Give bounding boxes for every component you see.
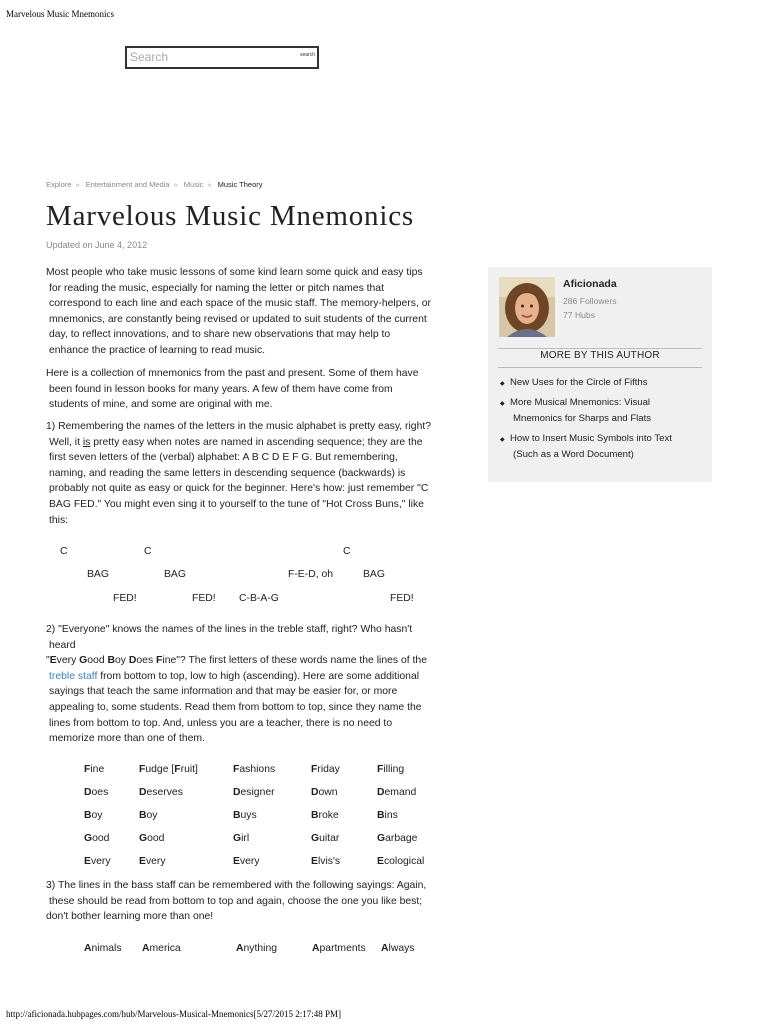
intro-paragraph: Most people who take music lessons of some kind learn some quick and easy tips for reading the music, especially for naming the letter or pitch names that correspond to each line and each space of the music staff. The memory-helpers, or mnemonics, are constantly being revised or updated to suit students of the current day, to reflect innovations, and to share new observations that may help to enhance the practice of learning to read music. xyxy=(46,267,431,356)
more-link-visual-mnemonics[interactable]: More Musical Mnemonics: Visual Mnemonics for Sharps and Flats xyxy=(510,397,652,424)
tune-c-2: C xyxy=(144,546,152,557)
breadcrumb-music-theory[interactable]: Music Theory xyxy=(217,180,263,189)
table-row: Every Every Every Elvis's Ecological xyxy=(84,856,425,867)
item-3-paragraph: 3) The lines in the bass staff can be remembered with the following sayings: Again, these should be read from bottom to top and again, choose the one you like best; don't bother learning more than one! xyxy=(46,880,427,923)
more-by-author-heading: MORE BY THIS AUTHOR xyxy=(540,350,660,361)
item-2-paragraph: 2) "Everyone" knows the names of the lines in the treble staff, right? Who hasn't heard "Every Good Boy Does Fine"? The first letters of these words name the lines of the treble staff from bottom to top, low to high (ascending). Here are some additional sayings that teach the same information and that may be easier for, or more appealing to, some students. Read them from bottom to top, since they name the lines from bottom to top. And, unless you are a teacher, there is no need to memorize more than one of them. xyxy=(46,622,441,747)
breadcrumb-entertainment[interactable]: Entertainment and Media xyxy=(85,180,170,189)
tune-c-1: C xyxy=(60,546,68,557)
table-row: Does Deserves Designer Down Demand xyxy=(84,787,417,798)
breadcrumb-explore[interactable]: Explore xyxy=(46,180,72,189)
search-input[interactable] xyxy=(130,49,290,65)
search-button[interactable]: search xyxy=(299,52,315,58)
table-row: Boy Boy Buys Broke Bins xyxy=(84,810,398,821)
author-name[interactable]: Aficionada xyxy=(563,278,617,290)
collection-paragraph: Here is a collection of mnemonics from the past and present. Some of them have been found in lesson books for many years. A few of them have come from students of mine, and some are original with me. xyxy=(46,368,419,411)
updated-date: Updated on June 4, 2012 xyxy=(46,240,148,250)
item-1-paragraph: 1) Remembering the names of the letters in the music alphabet is pretty easy, right? Well, it is pretty easy when notes are named in ascending sequence; they are the first seven letters of the (verbal) alphabet: A B C D E F G. But remembering, naming, and reading the same letters in descending sequence (backwards) is probably not quite as easy or quick for the beginner. Here's how: just remember "C BAG FED." You might even sing it to yourself to the tune of "Hot Cross Buns," like this: xyxy=(46,421,432,526)
more-link-circle-of-fifths[interactable]: New Uses for the Circle of Fifths xyxy=(510,377,648,388)
treble-mnemonics-table xyxy=(84,758,437,873)
bullet-icon: ◆ xyxy=(500,381,505,387)
bass-mnemonics-table xyxy=(84,937,441,960)
egbdf-sentence: "Every Good Boy Does Fine"? The first letters of these words name the lines of the xyxy=(46,655,427,667)
emphasis-is: is xyxy=(82,436,91,448)
tune-bag-1: BAG xyxy=(87,569,109,580)
tune-cbag: C-B-A-G xyxy=(239,593,279,604)
tune-fed-oh: F-E-D, oh xyxy=(288,569,334,580)
divider xyxy=(498,348,702,349)
tune-bag-3: BAG xyxy=(363,569,385,580)
tune-fed-2: FED! xyxy=(192,593,216,604)
print-footer-url: http://aficionada.hubpages.com/hub/Marvelous-Musical-Mnemonics[5/27/2015 2:17:48 PM] xyxy=(6,1009,341,1019)
table-row: Animals America Anything Apartments Always xyxy=(84,943,415,954)
print-header-title: Marvelous Music Mnemonics xyxy=(6,9,114,19)
tune-bag-2: BAG xyxy=(164,569,186,580)
bullet-icon: ◆ xyxy=(500,401,505,407)
table-row: Fine Fudge [Fruit] Fashions Friday Filling xyxy=(84,764,405,775)
author-avatar[interactable] xyxy=(499,277,555,337)
more-link-music-symbols[interactable]: How to Insert Music Symbols into Text (Such as a Word Document) xyxy=(510,433,672,460)
author-followers: 286 Followers xyxy=(563,296,617,306)
bullet-icon: ◆ xyxy=(500,437,505,443)
treble-staff-link[interactable]: treble staff xyxy=(49,670,98,682)
author-hubs: 77 Hubs xyxy=(563,310,596,320)
divider xyxy=(498,367,702,368)
breadcrumb-music[interactable]: Music xyxy=(183,180,204,189)
breadcrumb: Explore » Entertainment and Media » Music » Music Theory xyxy=(46,180,263,189)
tune-fed-3: FED! xyxy=(390,593,414,604)
table-row: Good Good Girl Guitar Garbage xyxy=(84,833,418,844)
page-title: Marvelous Music Mnemonics xyxy=(46,200,414,232)
tune-fed-1: FED! xyxy=(113,593,137,604)
tune-c-3: C xyxy=(343,546,351,557)
search-box xyxy=(125,46,319,69)
